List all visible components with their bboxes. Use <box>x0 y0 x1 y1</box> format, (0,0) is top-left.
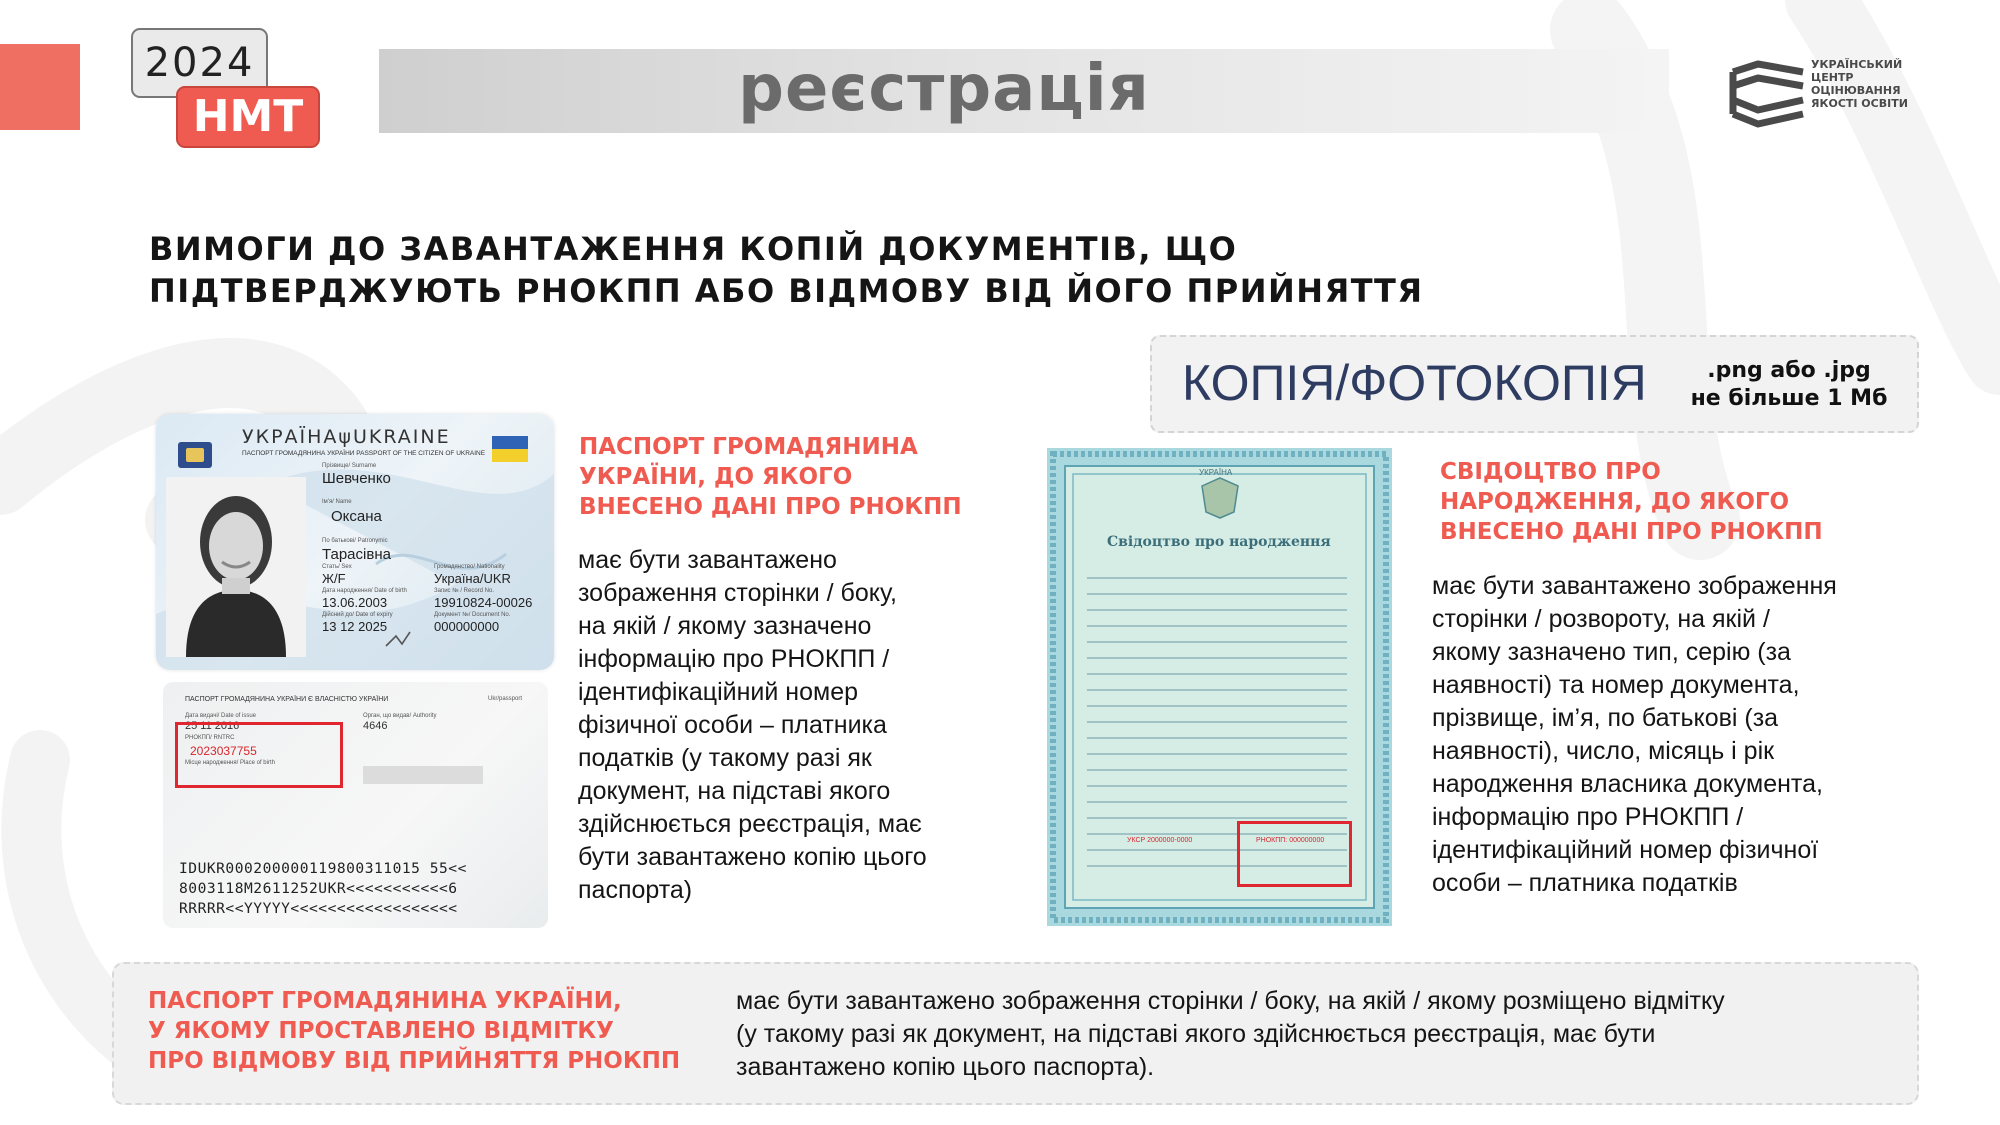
file-size: не більше 1 Мб <box>1690 386 1888 411</box>
id-card-back <box>163 682 548 928</box>
birthplace-label: Місце народження/ Place of birth <box>185 760 275 766</box>
heading-line: ПРО ВІДМОВУ ВІД ПРИЙНЯТТЯ РНОКПП <box>148 1048 681 1074</box>
expiry-label: Дійсний до/ Date of expiry <box>322 612 393 618</box>
name-label: Ім'я/ Name <box>322 499 352 505</box>
rnokpp-label: РНОКПП/ RNTRC <box>185 735 235 741</box>
birth-certificate-image <box>1047 448 1392 926</box>
accent-square <box>0 44 80 130</box>
issue-value: 25 11 2016 <box>185 720 240 732</box>
heading-line: НАРОДЖЕННЯ, ДО ЯКОГО <box>1440 489 1790 515</box>
rnokpp-value: 2023037755 <box>190 744 257 758</box>
certificate-title: Свідоцтво про народження <box>1107 534 1331 550</box>
heading-line: ПІДТВЕРДЖУЮТЬ РНОКПП АБО ВІДМОВУ ВІД ЙОГО ПРИЙНЯТТЯ <box>149 272 1424 310</box>
authority-label: Орган, що видав/ Authority <box>363 713 437 719</box>
nationality-label: Громадянство/ Nationality <box>434 564 505 570</box>
id-card-front <box>156 414 554 670</box>
mrz-line: IDUKR000200000119800311015 55<< <box>179 860 467 877</box>
passport-card-heading <box>579 432 962 522</box>
heading-line: ПАСПОРТ ГРОМАДЯНИНА <box>579 434 918 460</box>
heading-line: УКРАЇНИ, ДО ЯКОГО <box>579 464 853 490</box>
heading-line: ВНЕСЕНО ДАНІ ПРО РНОКПП <box>579 494 962 520</box>
year-badge: 2024 <box>131 28 268 98</box>
logo-line: УКРАЇНСЬКИЙ <box>1811 58 1903 71</box>
authority-value: 4646 <box>363 720 388 732</box>
mrz-line: 8003118M2611252UKR<<<<<<<<<<<6 <box>179 880 458 897</box>
nmt-badge: НМТ <box>176 86 320 148</box>
surname-label: Прізвище/ Surname <box>322 463 377 469</box>
patronymic-value: Тарасівна <box>322 546 391 563</box>
issue-label: Дата видачі/ Date of issue <box>185 713 257 719</box>
sex-label: Стать/ Sex <box>322 564 352 570</box>
heading-line: У ЯКОМУ ПРОСТАВЛЕНО ВІДМІТКУ <box>148 1018 614 1044</box>
logo-text <box>1811 58 1908 110</box>
heading-line: ВИМОГИ ДО ЗАВАНТАЖЕННЯ КОПІЙ ДОКУМЕНТІВ, ЩО <box>149 230 1238 268</box>
certificate-country: УКРАЇНА <box>1199 468 1233 477</box>
docno-label: Документ №/ Document No. <box>434 612 511 618</box>
id-back-header-right: Ukr/passport <box>488 696 523 702</box>
heading-line: СВІДОЦТВО ПРО <box>1440 459 1661 485</box>
logo-line: ЯКОСТІ ОСВІТИ <box>1811 97 1908 110</box>
heading-line: ВНЕСЕНО ДАНІ ПРО РНОКПП <box>1440 519 1823 545</box>
surname-value: Шевченко <box>322 470 391 487</box>
file-format-note <box>1684 357 1894 413</box>
heading-line: ПАСПОРТ ГРОМАДЯНИНА УКРАЇНИ, <box>148 988 622 1014</box>
id-card-subheader: ПАСПОРТ ГРОМАДЯНИНА УКРАЇНИ PASSPORT OF THE CITIZEN OF UKRAINE <box>242 450 486 457</box>
logo-line: ОЦІНЮВАННЯ <box>1811 84 1901 97</box>
name-value: Оксана <box>331 508 382 525</box>
id-card-title: УКРАЇНАψUKRAINE <box>242 426 451 448</box>
redacted-bar <box>363 766 483 784</box>
logo-line: ЦЕНТР <box>1811 71 1854 84</box>
refusal-text: має бути завантажено зображення сторінки / боку, на якій / якому розміщено відмітку (у такому разі як документ, на підставі якого здійснюється реєстрація, має бути завантажено копію цього паспорта). <box>736 987 1725 1081</box>
trident-icon: ψ <box>338 426 353 448</box>
birth-card-heading <box>1440 457 1823 547</box>
certificate-ukrp: УКСР 2000000-0000 <box>1127 837 1193 844</box>
docno-value: 000000000 <box>434 619 500 634</box>
rnokpp-highlight <box>1237 821 1352 887</box>
rnokpp-highlight <box>175 722 343 788</box>
copy-label: КОПІЯ/ФОТОКОПІЯ <box>1182 355 1647 411</box>
passport-card-text: має бути завантажено зображення сторінки / боку, на якій / якому зазначено інформацію про РНОКПП / ідентифікаційний номер фізичної особи – платника податків (у такому разі як документ, на підставі якого здійснюється реєстрація, має бути завантажено копію цього паспорта) <box>578 546 927 904</box>
section-heading <box>149 228 1649 312</box>
expiry-value: 13 12 2025 <box>322 619 388 634</box>
mrz-line: RRRRR<<YYYYY<<<<<<<<<<<<<<<<<< <box>179 900 458 917</box>
sex-value: Ж/F <box>322 571 346 586</box>
dob-value: 13.06.2003 <box>322 595 388 610</box>
id-back-header: ПАСПОРТ ГРОМАДЯНИНА УКРАЇНИ Є ВЛАСНІСТЮ УКРАЇНИ <box>185 696 389 703</box>
nationality-value: Україна/UKR <box>434 571 511 586</box>
refusal-heading <box>148 986 680 1076</box>
birth-card-text: має бути завантажено зображення сторінки / розвороту, на якій / якому зазначено тип, серію (за наявності) та номер документа, прізвище, ім’я, по батькові (за наявності), число, місяць і рік народження власника документа, інформацію про РНОКПП / ідентифікаційний номер фізичної особи – платника податків <box>1432 572 1837 897</box>
patronymic-label: По батькові/ Patronymic <box>322 538 388 544</box>
record-label: Запис № / Record No. <box>434 588 495 594</box>
certificate-rnokpp: РНОКПП: 000000000 <box>1256 837 1325 844</box>
page-title: реєстрація <box>738 52 1150 126</box>
record-value: 19910824-00026 <box>434 595 533 610</box>
dob-label: Дата народження/ Date of birth <box>322 588 407 594</box>
file-format: .png або .jpg <box>1707 358 1871 383</box>
